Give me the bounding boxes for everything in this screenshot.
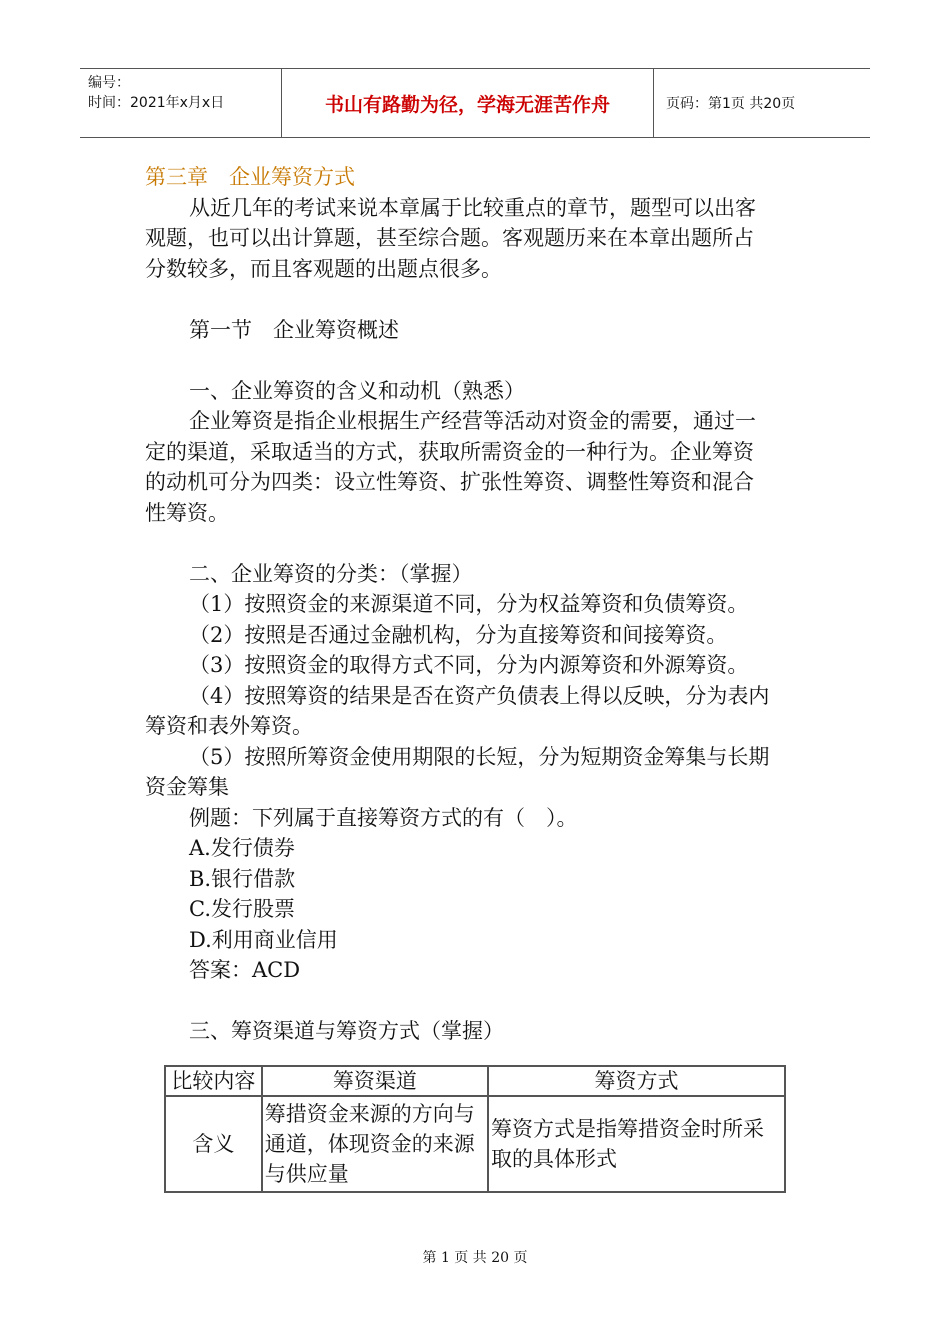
header-page-info: 页码：第1页 共20页 <box>666 96 796 112</box>
example-question: 例题：下列属于直接筹资方式的有（ ）。 <box>189 805 578 830</box>
part2-title: 二、企业筹资的分类：（掌握） <box>189 561 473 586</box>
part1-title: 一、企业筹资的含义和动机（熟悉） <box>189 378 525 403</box>
header-motto <box>282 69 654 137</box>
comparison-table <box>164 1065 786 1193</box>
classification-item: （3）按照资金的取得方式不同，分为内源筹资和外源筹资。 <box>189 653 749 677</box>
example-option: D.利用商业信用 <box>189 927 338 952</box>
table-cell-channel <box>262 1096 488 1192</box>
classification-item: （1）按照资金的来源渠道不同，分为权益筹资和负债筹资。 <box>189 592 749 616</box>
cell-line: 筹措资金来源的方向与 <box>264 1102 475 1126</box>
part1-line: 的动机可分为四类：设立性筹资、扩张性筹资、调整性筹资和混合 <box>145 470 754 494</box>
motto-text: 书山有路勤为径，学海无涯苦作舟 <box>324 93 610 116</box>
example-option: A.发行债券 <box>189 836 295 860</box>
table-header-row <box>165 1066 785 1096</box>
part1-line: 企业筹资是指企业根据生产经营等活动对资金的需要，通过一 <box>189 409 756 433</box>
example-option: C.发行股票 <box>189 897 295 921</box>
page-header <box>80 68 870 138</box>
intro-line: 分数较多，而且客观题的出题点很多。 <box>145 256 502 281</box>
table-header-cell: 筹资渠道 <box>262 1066 488 1096</box>
header-meta <box>80 69 282 137</box>
cell-line: 筹资方式是指筹措资金时所采 <box>491 1117 765 1141</box>
table-header-cell: 比较内容 <box>165 1066 262 1096</box>
table-header-cell: 筹资方式 <box>488 1066 785 1096</box>
classification-item: （4）按照筹资的结果是否在资产负债表上得以反映，分为表内 <box>189 683 770 708</box>
part3-title: 三、筹资渠道与筹资方式（掌握） <box>189 1019 504 1043</box>
document-body <box>145 162 805 1047</box>
section-title: 第一节 企业筹资概述 <box>189 317 399 342</box>
part1-line: 定的渠道，采取适当的方式，获取所需资金的一种行为。企业筹资 <box>145 439 754 464</box>
table-row-label: 含义 <box>165 1096 262 1192</box>
table-row <box>165 1096 785 1192</box>
chapter-title: 第三章 企业筹资方式 <box>145 165 355 189</box>
example-option: B.银行借款 <box>189 866 296 891</box>
document-time: 时间：2021年x月x日 <box>88 95 225 111</box>
cell-line: 通道，体现资金的来源 <box>264 1132 475 1156</box>
page-footer: 第 1 页 共 20 页 <box>422 1250 528 1266</box>
table-cell-method <box>488 1096 785 1192</box>
intro-line: 从近几年的考试来说本章属于比较重点的章节，题型可以出客 <box>189 195 756 220</box>
intro-line: 观题，也可以出计算题，甚至综合题。客观题历来在本章出题所占 <box>145 226 754 250</box>
document-number: 编号： <box>88 75 130 91</box>
cell-line: 与供应量 <box>264 1162 349 1186</box>
classification-item-cont: 筹资和表外筹资。 <box>145 714 313 738</box>
example-answer: 答案：ACD <box>189 958 301 982</box>
part1-line: 性筹资。 <box>145 500 229 525</box>
classification-item-cont: 资金筹集 <box>145 775 229 799</box>
classification-item: （5）按照所筹资金使用期限的长短，分为短期资金筹集与长期 <box>189 744 770 769</box>
classification-item: （2）按照是否通过金融机构，分为直接筹资和间接筹资。 <box>189 622 728 647</box>
cell-line: 取的具体形式 <box>491 1147 618 1171</box>
